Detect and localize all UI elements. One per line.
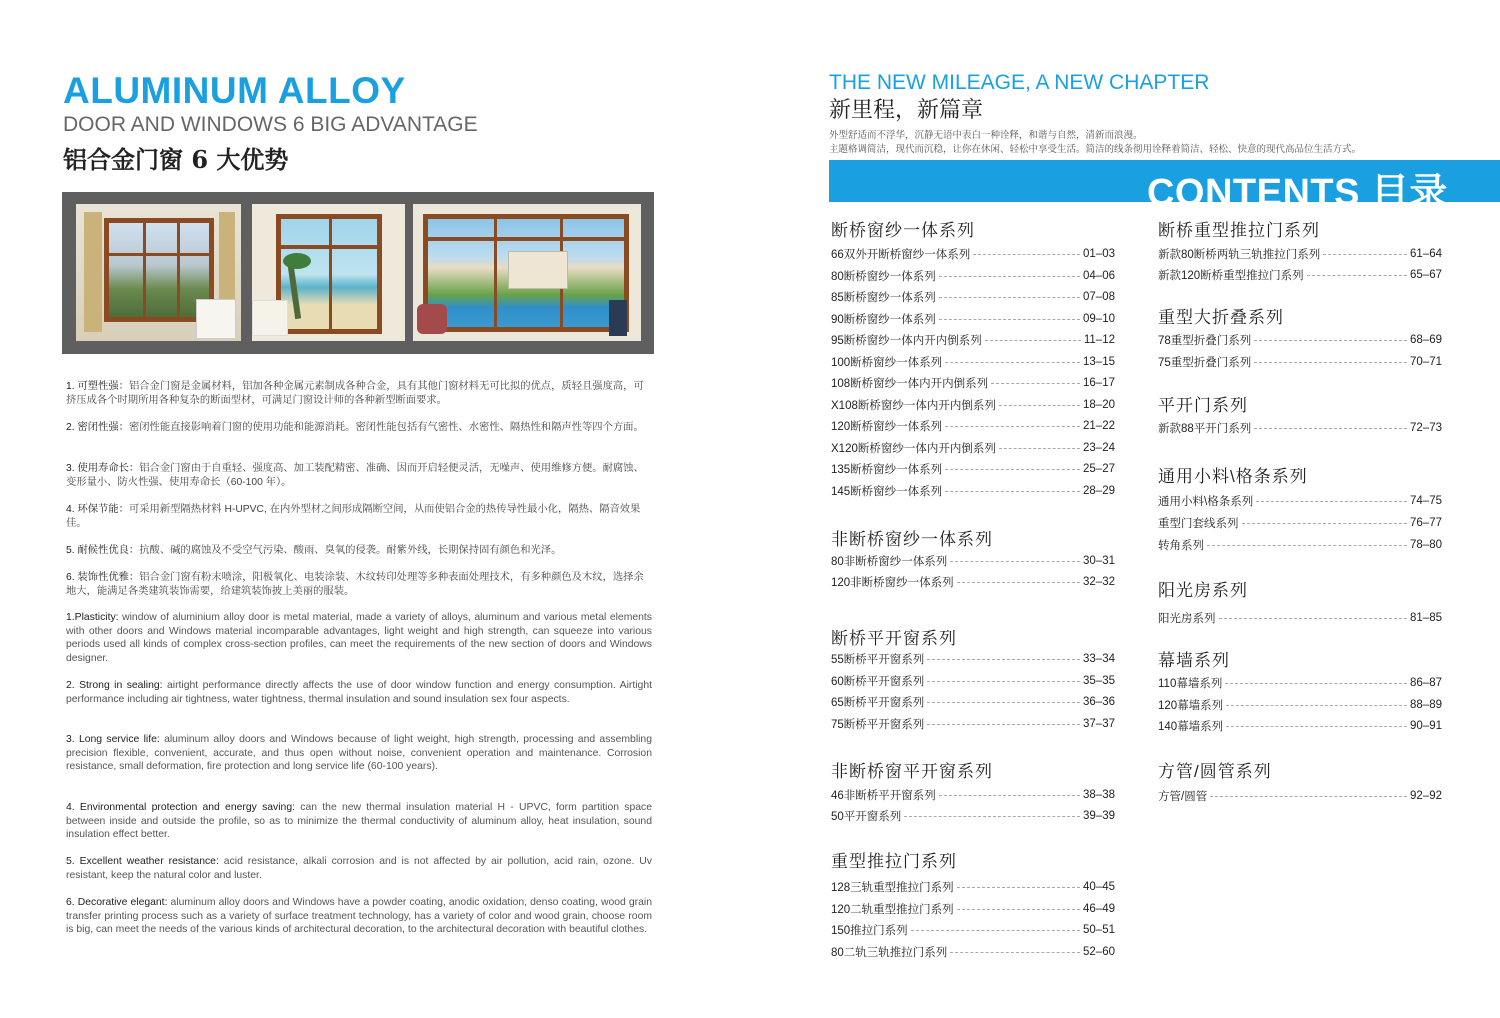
photo-strip: [62, 192, 654, 354]
toc-entry[interactable]: [1158, 267, 1442, 283]
toc-entry-name: 90断桥窗纱一体系列: [831, 314, 936, 326]
toc-entry[interactable]: [831, 694, 1115, 710]
advantage-en-1: [66, 611, 652, 665]
window-photo-1: [76, 204, 241, 341]
advantage-cn-6: [66, 571, 652, 599]
toc-leader-dots: [1256, 501, 1407, 502]
toc-entry-pages: 65–67: [1410, 269, 1442, 281]
toc-entry-pages: 25–27: [1083, 463, 1115, 475]
window-photo-3: [413, 204, 641, 341]
toc-entry-pages: 81–85: [1410, 612, 1442, 624]
toc-entry-pages: 61–64: [1410, 248, 1442, 260]
toc-leader-dots: [1210, 796, 1407, 797]
toc-entry[interactable]: [1158, 537, 1442, 553]
toc-leader-dots: [927, 702, 1080, 703]
toc-leader-dots: [945, 469, 1080, 470]
advantage-en-2: [66, 679, 652, 706]
toc-leader-dots: [985, 340, 1081, 341]
toc-entry-name: 方管/圆管: [1158, 791, 1208, 803]
advantage-en-5: [66, 855, 652, 882]
advantage-cn-4-text: 可采用新型隔热材料 H-UPVC, 在内外型材之间形成隔断空间，从而使铝合金的热传导性最小化，隔热、隔音效果佳。: [66, 504, 641, 529]
toc-leader-dots: [1254, 428, 1407, 429]
toc-entry[interactable]: [831, 808, 1115, 824]
toc-entry[interactable]: [831, 901, 1115, 917]
toc-leader-dots: [950, 952, 1080, 953]
window-photo-2: [252, 204, 405, 341]
toc-entry-pages: 68–69: [1410, 334, 1442, 346]
toc-category-title: 断桥重型推拉门系列: [1158, 221, 1320, 240]
toc-entry[interactable]: [1158, 675, 1442, 691]
toc-category-title: 通用小料\格条系列: [1158, 467, 1308, 486]
toc-leader-dots: [999, 448, 1080, 449]
toc-leader-dots: [927, 681, 1080, 682]
toc-entry-name: 120幕墙系列: [1158, 700, 1224, 712]
toc-leader-dots: [1226, 705, 1407, 706]
toc-leader-dots: [945, 362, 1080, 363]
toc-entry-name: 120二轨重型推拉门系列: [831, 904, 954, 916]
toc-entry-name: 75断桥平开窗系列: [831, 719, 925, 731]
advantage-en-2-text: airtight performance directly affects the use of door window function and energy consumption. Airtight performance including air tightness, water tightness, thermal insulation and sound insulation sex four aspects.: [66, 680, 652, 705]
toc-leader-dots: [1254, 362, 1407, 363]
advantage-cn-5-text: 抗酸、碱的腐蚀及不受空气污染、酸雨、臭氧的侵袭。耐紫外线，长期保持固有颜色和光泽。: [139, 545, 562, 556]
toc-entry[interactable]: [831, 879, 1115, 895]
toc-entry-name: 110幕墙系列: [1158, 678, 1223, 690]
toc-entry[interactable]: [831, 461, 1115, 477]
toc-leader-dots: [1207, 545, 1407, 546]
toc-entry[interactable]: [831, 332, 1115, 348]
advantage-cn-2: [66, 421, 652, 435]
toc-entry-pages: 78–80: [1410, 539, 1442, 551]
advantage-en-3-text: aluminum alloy doors and Windows because of light weight, high strength, processing and assembling precision flexible, convenient, accurate, and thus open without noise, convenient operation and maintenance. Corrosion resistance, small deformation, fire protection and long service life (60-100 years).: [66, 734, 652, 773]
toc-entry-pages: 32–32: [1083, 576, 1115, 588]
toc-leader-dots: [999, 405, 1080, 406]
advantage-cn-5: [66, 544, 652, 558]
toc-leader-dots: [957, 887, 1080, 888]
toc-leader-dots: [939, 276, 1080, 277]
toc-entry-pages: 35–35: [1083, 675, 1115, 687]
toc-entry-name: 120断桥窗纱一体系列: [831, 421, 943, 433]
advantage-en-5-label: 5. Excellent weather resistance:: [66, 856, 219, 867]
toc-entry-pages: 33–34: [1083, 653, 1115, 665]
toc-entry-name: 65断桥平开窗系列: [831, 697, 925, 709]
toc-entry-name: 80二轨三轨推拉门系列: [831, 947, 948, 959]
toc-entry-pages: 07–08: [1083, 291, 1115, 303]
advantage-cn-1-text: 铝合金门窗是金属材料，铝加各种金属元素制成各种合金，具有其他门窗材料无可比拟的优点，质轻且强度高，可挤压成各个时期所用各种复杂的断面型材，可满足门窗设计师的各种新型断面要求。: [66, 381, 644, 406]
contents-banner: [829, 160, 1500, 214]
chapter-desc-line1: 外型舒适而不浮华，沉静无语中表白一种诠释，和谐与自然，清新而浪漫。: [829, 130, 1143, 141]
toc-entry[interactable]: [1158, 246, 1442, 262]
toc-entry-pages: 90–91: [1410, 720, 1442, 732]
toc-entry-name: 140幕墙系列: [1158, 721, 1224, 733]
advantage-cn-6-label: 6. 装饰性优雅：: [66, 572, 140, 583]
toc-entry[interactable]: [831, 673, 1115, 689]
toc-entry[interactable]: [831, 246, 1115, 262]
toc-leader-dots: [945, 426, 1080, 427]
toc-entry-pages: 88–89: [1410, 699, 1442, 711]
toc-entry-name: 55断桥平开窗系列: [831, 654, 925, 666]
toc-entry-pages: 13–15: [1083, 356, 1115, 368]
toc-entry-name: 75重型折叠门系列: [1158, 357, 1252, 369]
toc-entry-name: 100断桥窗纱一体系列: [831, 357, 943, 369]
advantage-cn-1-label: 1. 可塑性强：: [66, 381, 129, 392]
toc-entry-name: 阳光房系列: [1158, 613, 1216, 625]
toc-entry[interactable]: [1158, 697, 1442, 713]
toc-entry-name: 66双外开断桥窗纱一体系列: [831, 249, 971, 261]
toc-leader-dots: [939, 319, 1080, 320]
toc-leader-dots: [939, 297, 1080, 298]
toc-entry-pages: 18–20: [1083, 399, 1115, 411]
chapter-title-cn: 新里程，新篇章: [829, 98, 984, 123]
advantage-en-4-text: can the new thermal insulation material H - UPVC, form partition space between inside and outside the profile, so as to minimize the thermal conductivity of aluminum alloy, heat insulation, sound insulation effect better.: [66, 802, 652, 841]
toc-entry-pages: 11–12: [1083, 334, 1115, 346]
toc-entry-name: 新款120断桥重型推拉门系列: [1158, 270, 1304, 282]
advantage-en-4-label: 4. Environmental protection and energy saving:: [66, 802, 296, 813]
page-title: ALUMINUM ALLOY: [63, 70, 406, 111]
toc-entry-name: 85断桥窗纱一体系列: [831, 292, 936, 304]
toc-category-title: 断桥平开窗系列: [831, 629, 957, 648]
toc-entry[interactable]: [1158, 420, 1442, 436]
toc-leader-dots: [927, 659, 1080, 660]
toc-leader-dots: [1242, 523, 1408, 524]
toc-entry-name: 95断桥窗纱一体内开内倒系列: [831, 335, 982, 347]
toc-entry-name: 46非断桥平开窗系列: [831, 790, 936, 802]
toc-leader-dots: [950, 561, 1080, 562]
advantage-en-1-label: 1.Plasticity:: [66, 612, 119, 623]
advantage-en-1-text: window of aluminium alloy door is metal material, made a variety of alloys, aluminum and various metal elements with other doors and Windows material incomparable advantages, light weight and high strength, can squeeze into various periods used all kinds of complex cross-section profiles, can meet the requirements of the new section of doors and Windows designer.: [66, 612, 652, 664]
toc-leader-dots: [1219, 618, 1408, 619]
toc-leader-dots: [1254, 340, 1407, 341]
advantage-en-6: [66, 896, 652, 937]
toc-entry-name: 通用小料\格条系列: [1158, 496, 1254, 508]
advantage-en-2-label: 2. Strong in sealing:: [66, 680, 163, 691]
toc-entry-name: 120非断桥窗纱一体系列: [831, 577, 954, 589]
toc-entry-name: 50平开窗系列: [831, 811, 902, 823]
toc-entry-pages: 37–37: [1083, 718, 1115, 730]
toc-entry-pages: 74–75: [1410, 495, 1442, 507]
advantage-cn-4: [66, 503, 652, 531]
toc-entry-name: 108断桥窗纱一体内开内倒系列: [831, 378, 989, 390]
toc-leader-dots: [939, 795, 1080, 796]
toc-entry[interactable]: [1158, 493, 1442, 509]
toc-entry-pages: 21–22: [1083, 420, 1115, 432]
toc-entry[interactable]: [831, 922, 1115, 938]
toc-entry-pages: 09–10: [1083, 313, 1115, 325]
advantage-cn-2-text: 密闭性能直接影响着门窗的使用功能和能源消耗。密闭性能包括有气密性、水密性、隔热性和隔声性等四个方面。: [128, 422, 644, 433]
toc-category-title: 方管/圆管系列: [1158, 762, 1272, 781]
page-title-cn: 铝合金门窗 6 大优势: [63, 145, 289, 174]
toc-entry-name: 128三轨重型推拉门系列: [831, 882, 954, 894]
toc-entry[interactable]: [1158, 718, 1442, 734]
toc-category-title: 平开门系列: [1158, 396, 1248, 415]
toc-leader-dots: [945, 491, 1080, 492]
toc-entry[interactable]: [831, 311, 1115, 327]
toc-entry[interactable]: [831, 268, 1115, 284]
toc-entry[interactable]: [831, 375, 1115, 391]
toc-entry[interactable]: [831, 440, 1115, 456]
toc-leader-dots: [973, 254, 1080, 255]
toc-category-title: 非断桥窗纱一体系列: [831, 530, 993, 549]
toc-entry-name: 80断桥窗纱一体系列: [831, 271, 936, 283]
toc-entry[interactable]: [1158, 610, 1442, 626]
toc-entry-pages: 50–51: [1083, 924, 1115, 936]
toc-entry-name: 新款88平开门系列: [1158, 423, 1252, 435]
advantage-en-5-text: acid resistance, alkali corrosion and is not affected by air pollution, acid rain, ozone. Uv resistant, keep the natural color and luster.: [66, 856, 653, 881]
toc-entry[interactable]: [831, 716, 1115, 732]
advantage-en-6-label: 6. Decorative elegant:: [66, 897, 168, 908]
toc-leader-dots: [911, 930, 1080, 931]
toc-category-title: 重型大折叠系列: [1158, 308, 1284, 327]
toc-entry-pages: 30–31: [1083, 555, 1115, 567]
contents-heading: CONTENTS 目录: [1146, 172, 1448, 214]
toc-entry-name: 150推拉门系列: [831, 925, 908, 937]
toc-entry-pages: 23–24: [1083, 442, 1115, 454]
toc-leader-dots: [1323, 254, 1407, 255]
toc-entry[interactable]: [831, 354, 1115, 370]
toc-leader-dots: [957, 909, 1080, 910]
toc-entry-pages: 92–92: [1410, 790, 1442, 802]
toc-entry[interactable]: [831, 289, 1115, 305]
advantage-en-3-label: 3. Long service life:: [66, 734, 160, 745]
toc-entry-pages: 40–45: [1083, 881, 1115, 893]
toc-entry-pages: 70–71: [1410, 356, 1442, 368]
toc-entry[interactable]: [831, 787, 1115, 803]
toc-leader-dots: [904, 816, 1080, 817]
advantage-cn-5-label: 5. 耐候性优良：: [66, 545, 140, 556]
toc-category-title: 重型推拉门系列: [831, 852, 957, 871]
advantage-cn-1: [66, 380, 652, 408]
toc-entry-name: X120断桥窗纱一体内开内倒系列: [831, 443, 996, 455]
toc-entry-pages: 52–60: [1083, 946, 1115, 958]
advantage-cn-2-label: 2. 密闭性强：: [66, 422, 129, 433]
toc-entry-pages: 39–39: [1083, 810, 1115, 822]
toc-category-title: 幕墙系列: [1158, 651, 1230, 670]
advantage-cn-4-label: 4. 环保节能：: [66, 504, 129, 515]
toc-entry[interactable]: [831, 483, 1115, 499]
toc-leader-dots: [1226, 726, 1407, 727]
toc-entry[interactable]: [1158, 515, 1442, 531]
toc-leader-dots: [991, 383, 1080, 384]
toc-entry[interactable]: [1158, 332, 1442, 348]
toc-entry[interactable]: [1158, 788, 1442, 804]
toc-entry[interactable]: [831, 574, 1115, 590]
toc-category-title: 非断桥窗平开窗系列: [831, 762, 993, 781]
toc-category-title: 阳光房系列: [1158, 581, 1248, 600]
toc-entry-name: 重型门套线系列: [1158, 518, 1239, 530]
toc-category-title: 断桥窗纱一体系列: [831, 221, 975, 240]
toc-entry[interactable]: [831, 418, 1115, 434]
toc-entry-name: 145断桥窗纱一体系列: [831, 486, 943, 498]
advantage-cn-6-text: 铝合金门窗有粉末喷涂，阳极氧化、电装涂装、木纹转印处理等多种表面处理技术，有多种颜色及木纹，选择余地大，能满足各类建筑装饰需要，给建筑装饰披上美丽的服装。: [66, 572, 644, 597]
toc-entry[interactable]: [831, 651, 1115, 667]
toc-entry-pages: 72–73: [1410, 422, 1442, 434]
advantage-cn-3-label: 3. 使用寿命长：: [66, 463, 140, 474]
toc-entry-name: 转角系列: [1158, 540, 1204, 552]
toc-entry-pages: 04–06: [1083, 270, 1115, 282]
toc-entry-name: 135断桥窗纱一体系列: [831, 464, 943, 476]
advantage-cn-3-text: 铝合金门窗由于自重轻、强度高、加工装配精密、准确、因而开启轻便灵活，无噪声、使用维修方便。耐腐蚀、变形量小、防火性强、使用寿命长（60-100 年）。: [66, 463, 644, 488]
advantage-en-4: [66, 801, 652, 842]
advantage-en-6-text: aluminum alloy doors and Windows have a powder coating, anodic oxidation, denso coating, wood grain transfer printing process such as a variety of surface treatment technology, has a variety of color and wood grain, choose room is big, can meet the needs of the various kinds of architectural decoration, to the architectural decoration with beautiful clothes.: [66, 897, 652, 936]
toc-entry[interactable]: [831, 397, 1115, 413]
toc-entry[interactable]: [831, 944, 1115, 960]
toc-entry-pages: 01–03: [1083, 248, 1115, 260]
chapter-desc-line2: 主题格调简洁，现代而沉稳，让你在休闲、轻松中享受生活。简洁的线条彻用诠释着简洁、轻松、快意的现代高品位生活方式。: [829, 144, 1362, 155]
toc-entry-pages: 76–77: [1410, 517, 1442, 529]
toc-leader-dots: [1307, 275, 1407, 276]
toc-entry-pages: 28–29: [1083, 485, 1115, 497]
toc-entry-pages: 16–17: [1083, 377, 1115, 389]
toc-entry-name: 新款80断桥两轨三轨推拉门系列: [1158, 249, 1321, 261]
toc-entry-pages: 36–36: [1083, 696, 1115, 708]
chapter-title-en: THE NEW MILEAGE, A NEW CHAPTER: [829, 71, 1210, 94]
toc-entry-pages: 38–38: [1083, 789, 1115, 801]
advantage-en-3: [66, 733, 652, 774]
toc-entry-pages: 46–49: [1083, 903, 1115, 915]
toc-entry[interactable]: [1158, 354, 1442, 370]
advantage-cn-3: [66, 462, 652, 490]
toc-entry-name: 78重型折叠门系列: [1158, 335, 1252, 347]
toc-entry-name: 60断桥平开窗系列: [831, 676, 925, 688]
toc-entry[interactable]: [831, 553, 1115, 569]
toc-leader-dots: [927, 724, 1080, 725]
page-subtitle: DOOR AND WINDOWS 6 BIG ADVANTAGE: [63, 113, 478, 136]
toc-entry-pages: 86–87: [1410, 677, 1442, 689]
toc-leader-dots: [1225, 683, 1407, 684]
toc-entry-name: 80非断桥窗纱一体系列: [831, 556, 948, 568]
toc-leader-dots: [957, 582, 1080, 583]
toc-entry-name: X108断桥窗纱一体内开内倒系列: [831, 400, 996, 412]
